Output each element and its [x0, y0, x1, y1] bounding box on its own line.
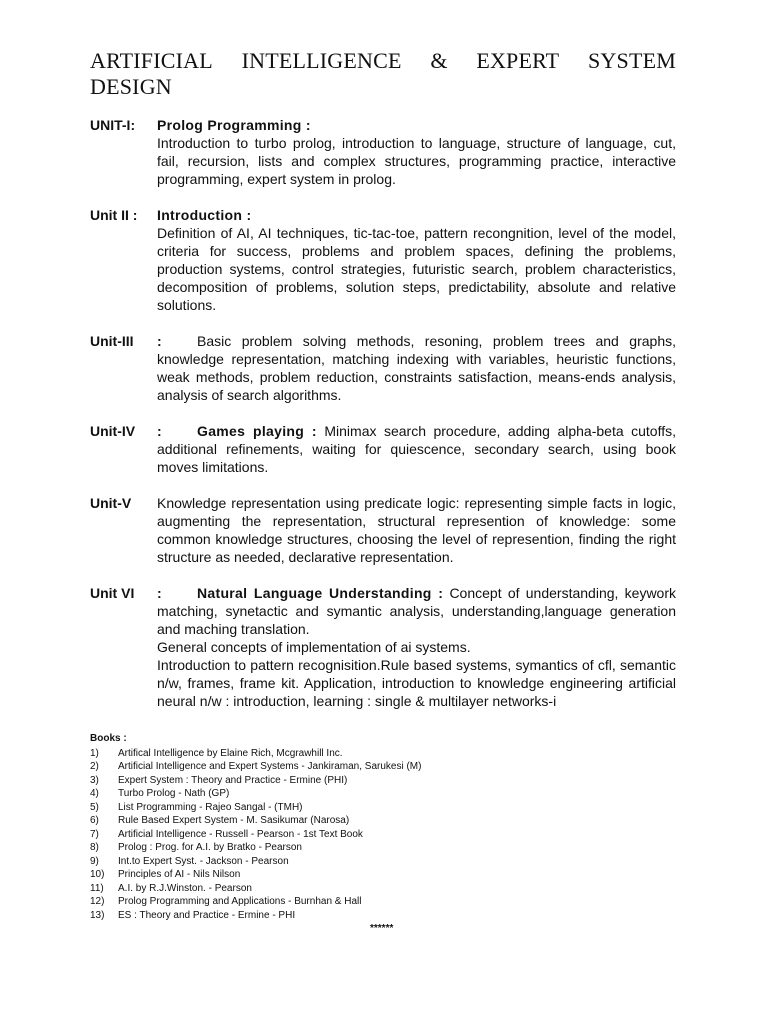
- books-title: Books :: [90, 733, 127, 744]
- book-item: [90, 841, 676, 855]
- title-word: &: [430, 48, 448, 73]
- unit-colon: :: [157, 333, 162, 349]
- book-item: [90, 882, 676, 896]
- unit-text: Basic problem solving methods, resoning, problem trees and graphs, knowledge representation, matching indexing with variables, heuristic functions, weak methods, problem reduction, constraints satisfaction, means-ends analysis, analysis of search algorithms.: [157, 333, 676, 403]
- unit-body: [157, 422, 676, 476]
- book-number: 13): [90, 909, 105, 921]
- book-text: Artifical Intelligence by Elaine Rich, Mcgrawhill Inc.: [118, 747, 343, 759]
- unit-label: Unit II :: [90, 207, 138, 223]
- unit-text-extra: Introduction to pattern recognisition.Rule based systems, symantics of cfl, semantic n/w, frames, frame kit. Application, introduction to knowledge engineering artificial neural n/w : introduction, learning : single & multilayer networks-i: [157, 657, 676, 709]
- unit-heading: Introduction :: [157, 207, 252, 223]
- book-number: 4): [90, 788, 99, 799]
- unit-text: Definition of AI, AI techniques, tic-tac-toe, pattern recongnition, level of the model, criteria for success, problems and problem spaces, defining the problems, production systems, control strategies, futuristic search, problem characteristics, decomposition of problems, solution steps, predictability, absolute and relative solutions.: [157, 225, 676, 313]
- unit-colon: :: [157, 585, 162, 601]
- book-number: 7): [90, 828, 99, 840]
- end-marker: ******: [370, 923, 394, 934]
- page-title: [90, 48, 676, 100]
- title-word: ARTIFICIAL: [90, 48, 213, 73]
- unit-body: [157, 206, 676, 314]
- unit-body: [157, 116, 676, 188]
- unit-text: Concept of understanding, keywork matching, synetactic and symantic analysis, understanding,language generation and maching translation.: [157, 585, 677, 637]
- unit-body: [157, 332, 676, 404]
- unit-text: Knowledge representation using predicate logic: representing simple facts in logic, augmenting the representation, structural represention of knowledge: some common knowledge structures, choosing the level of represention, finding the right structure as needed, declarative representation.: [157, 495, 676, 565]
- unit-body: [157, 494, 676, 566]
- unit-section: [90, 116, 676, 188]
- book-item: [90, 895, 676, 909]
- book-item: [90, 828, 676, 842]
- book-item: [90, 814, 676, 828]
- title-word: EXPERT: [476, 48, 560, 73]
- book-number: 5): [90, 801, 99, 813]
- book-item: [90, 868, 676, 882]
- unit-heading: Natural Language Understanding :: [197, 585, 444, 601]
- book-item: [90, 909, 676, 923]
- unit-label: Unit-V: [90, 495, 132, 511]
- unit-label: UNIT-I:: [90, 117, 136, 133]
- book-number: 2): [90, 761, 99, 772]
- unit-label: Unit-III: [90, 333, 134, 349]
- unit-section: [90, 332, 676, 404]
- books-list: [90, 732, 676, 934]
- unit-heading: Prolog Programming :: [157, 117, 311, 133]
- book-text: Artificial Intelligence and Expert Systems - Jankiraman, Sarukesi (M): [118, 761, 422, 772]
- book-number: 1): [90, 747, 99, 759]
- book-item: [90, 760, 676, 774]
- unit-label: Unit-IV: [90, 423, 136, 439]
- title-word: INTELLIGENCE: [241, 48, 402, 73]
- book-text: Int.to Expert Syst. - Jackson - Pearson: [118, 855, 289, 867]
- book-text: Principles of AI - Nils Nilson: [118, 869, 241, 880]
- book-number: 6): [90, 815, 99, 826]
- unit-body: [157, 584, 676, 710]
- book-item: [90, 787, 676, 801]
- unit-section: [90, 584, 676, 710]
- book-text: Prolog Programming and Applications - Burnhan & Hall: [118, 896, 362, 907]
- book-number: 3): [90, 774, 99, 786]
- book-text: ES : Theory and Practice - Ermine - PHI: [118, 909, 296, 921]
- unit-colon: :: [157, 423, 162, 439]
- unit-text: Introduction to turbo prolog, introduction to language, structure of language, cut, fail, recursion, lists and complex structures, programming practice, interactive programming, expert system in prolog.: [157, 135, 676, 187]
- book-text: Expert System : Theory and Practice - Ermine (PHI): [118, 774, 348, 786]
- book-item: [90, 747, 676, 761]
- book-item: [90, 855, 676, 869]
- title-line-2: DESIGN: [90, 74, 172, 99]
- book-text: Prolog : Prog. for A.I. by Bratko - Pearson: [118, 842, 302, 853]
- title-line-1: [90, 48, 676, 74]
- book-text: List Programming - Rajeo Sangal - (TMH): [118, 801, 303, 813]
- book-number: 12): [90, 896, 105, 907]
- unit-section: [90, 206, 676, 314]
- unit-text-extra: General concepts of implementation of ai systems.: [157, 639, 471, 655]
- unit-heading: Games playing :: [197, 423, 317, 439]
- book-number: 8): [90, 842, 99, 853]
- book-text: Artificial Intelligence - Russell - Pearson - 1st Text Book: [118, 828, 363, 840]
- unit-section: [90, 422, 676, 476]
- unit-label: Unit VI: [90, 585, 135, 601]
- book-number: 9): [90, 855, 99, 867]
- book-number: 10): [90, 869, 105, 880]
- book-text: Rule Based Expert System - M. Sasikumar (Narosa): [118, 815, 350, 826]
- document-page: [90, 48, 676, 934]
- title-word: SYSTEM: [588, 48, 676, 73]
- book-text: Turbo Prolog - Nath (GP): [118, 788, 230, 799]
- unit-text: Minimax search procedure, adding alpha-beta cutoffs, additional refinements, waiting for quiescence, secondary search, using book moves limitations.: [157, 423, 676, 475]
- unit-section: [90, 494, 676, 566]
- book-item: [90, 801, 676, 815]
- book-item: [90, 774, 676, 788]
- book-number: 11): [90, 882, 104, 894]
- book-text: A.I. by R.J.Winston. - Pearson: [118, 882, 252, 894]
